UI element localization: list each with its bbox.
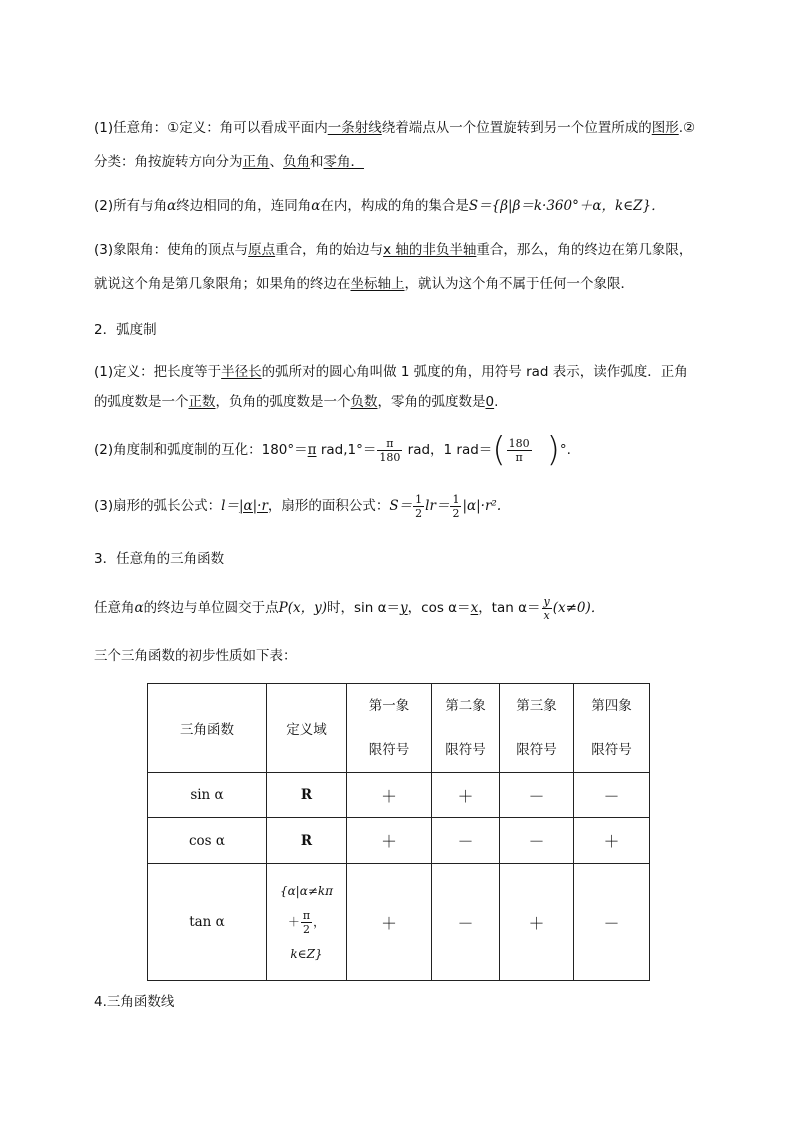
cell-sign: － [574, 773, 650, 818]
formula: S＝{β|β＝k·360°＋α，k∈Z}． [468, 198, 665, 214]
text: ，就认为这个角不属于任何一个象限． [404, 276, 634, 292]
para-sector-formulas [94, 490, 501, 522]
header-text: 限符号 [591, 742, 632, 758]
denominator: π [515, 450, 523, 464]
cell-domain: R [267, 773, 347, 818]
fraction-half [413, 493, 424, 520]
text: 、 [269, 154, 283, 170]
numerator: y [543, 594, 550, 608]
formula: l＝ [221, 498, 239, 514]
table-row-cos [148, 818, 650, 864]
formula: lr＝ [425, 498, 450, 514]
blank-answer: x [470, 600, 479, 616]
text: ，cos α＝ [407, 600, 471, 616]
text: 分类：角按旋转方向分为 [94, 154, 243, 170]
cell-func: sin α [148, 773, 267, 818]
text: (3)扇形的弧长公式： [94, 498, 222, 514]
text: . [494, 394, 499, 410]
para-trig-definition [94, 592, 604, 624]
text: 重合，那么，角的终边在第几象限， [476, 242, 693, 258]
alpha: α [167, 198, 177, 214]
text: rad,1°＝ [320, 442, 377, 458]
alpha: α [134, 600, 144, 616]
text: 时，sin α＝ [326, 600, 401, 616]
formula: (x≠0)． [552, 600, 605, 616]
header-text: 第四象 [591, 698, 632, 714]
text: .② [678, 120, 696, 136]
blank-answer: 负数 [350, 394, 378, 410]
blank-answer: x 轴的非负半轴 [383, 242, 477, 258]
blank-answer: 坐标轴上 [350, 276, 405, 292]
text: ，零角的弧度数是 [377, 394, 486, 410]
header-text: 限符号 [445, 742, 486, 758]
denominator: 180 [379, 450, 401, 464]
para-arbitrary-angle-line1 [94, 118, 695, 138]
cell-func: cos α [148, 818, 267, 864]
numerator: π [302, 908, 311, 922]
text: 的终边与单位圆交于点 [143, 600, 279, 616]
cell-func: tan α [148, 864, 267, 981]
table-row-sin [148, 773, 650, 818]
header-q4 [574, 684, 650, 773]
numerator: 180 [508, 436, 530, 450]
header-text: 第一象 [368, 698, 410, 714]
domain-line [267, 909, 346, 936]
blank-answer: 半径长 [221, 364, 262, 380]
formula: S＝ [389, 498, 413, 514]
text: 就说这个角是第几象限角；如果角的终边在 [94, 276, 351, 292]
para-quadrant-angle-line1 [94, 240, 692, 260]
point: P(x，y) [278, 600, 327, 616]
fraction-y-over-x [542, 595, 552, 622]
table-row-tan [148, 864, 650, 981]
table-intro: 三个三角函数的初步性质如下表： [94, 648, 297, 664]
cell-sign: ＋ [574, 818, 650, 864]
blank-answer: π [307, 442, 317, 458]
fraction-180-over-pi [507, 437, 532, 464]
para-conversion [94, 432, 571, 468]
domain-line: k∈Z} [290, 946, 323, 961]
text: (1)定义：把长度等于 [94, 364, 222, 380]
header-text: 限符号 [516, 742, 557, 758]
cell-domain: R [267, 818, 347, 864]
trig-sign-table [147, 683, 650, 981]
blank-answer: |α|·r [238, 498, 268, 514]
blank-answer: 零角． [323, 154, 364, 170]
text: 的弧所对的圆心角叫做 1 弧度的角，用符号 rad 表示，读作弧度．正角 [261, 364, 688, 380]
header-function: 三角函数 [148, 684, 267, 773]
cell-sign: ＋ [347, 773, 432, 818]
cell-sign: ＋ [347, 864, 432, 981]
blank-answer: 0 [485, 394, 495, 410]
cell-sign: － [432, 818, 500, 864]
cell-sign: ＋ [500, 864, 574, 981]
table-header-row [148, 684, 650, 773]
right-paren-icon: ) [546, 430, 560, 470]
denominator: 2 [415, 506, 423, 520]
text: 绕着端点从一个位置旋转到另一个位置所成的 [381, 120, 652, 136]
text: (1)任意角：①定义：角可以看成平面内 [94, 120, 328, 136]
header-q1 [347, 684, 432, 773]
para-coterminal [94, 196, 665, 216]
numerator: 1 [415, 492, 423, 506]
text: (3)象限角：使角的顶点与 [94, 242, 249, 258]
para-arbitrary-angle-line2 [94, 152, 364, 172]
text: rad，1 rad＝ [407, 442, 493, 458]
fraction-pi-over-2 [301, 909, 312, 936]
header-text: 第二象 [445, 698, 486, 714]
numerator: 1 [452, 492, 460, 506]
fraction-half [450, 493, 461, 520]
cell-sign: ＋ [347, 818, 432, 864]
fraction-pi-over-180 [377, 437, 402, 464]
header-text: 第三象 [516, 698, 557, 714]
header-domain: 定义域 [267, 684, 347, 773]
denominator: 2 [302, 922, 310, 936]
para-radian-def-line1 [94, 362, 688, 382]
blank-answer: 图形 [651, 120, 679, 136]
blank-answer: 正数 [188, 394, 216, 410]
blank-answer: 正角 [242, 154, 270, 170]
text: 在内，构成的角的集合是 [320, 198, 469, 214]
alpha: α [311, 198, 321, 214]
text: 重合，角的始边与 [275, 242, 384, 258]
text: 和 [310, 154, 324, 170]
formula: |α|·r². [462, 498, 502, 514]
text: 的弧度数是一个 [94, 394, 189, 410]
header-q3 [500, 684, 574, 773]
cell-domain [267, 864, 347, 981]
section-heading-trig-functions: 3．任意角的三角函数 [94, 551, 225, 567]
text: 任意角 [94, 600, 135, 616]
numerator: π [377, 437, 402, 451]
text: (2)角度制和弧度制的互化：180°＝ [94, 442, 308, 458]
section-heading-trig-lines: 4.三角函数线 [94, 994, 175, 1010]
text: (2)所有与角 [94, 198, 168, 214]
cell-sign: ＋ [432, 773, 500, 818]
header-text: 限符号 [368, 742, 410, 758]
cell-sign: － [500, 773, 574, 818]
cell-sign: － [432, 864, 500, 981]
text: ，tan α＝ [478, 600, 541, 616]
text: ， [313, 914, 326, 929]
denominator: x [543, 608, 550, 622]
text: ，负角的弧度数是一个 [215, 394, 351, 410]
blank-answer: 原点 [248, 242, 276, 258]
denominator: 2 [452, 506, 460, 520]
blank-answer: 一条射线 [327, 120, 382, 136]
text: °. [559, 442, 571, 458]
text: ＋ [287, 914, 300, 929]
blank-answer: 负角 [283, 154, 310, 170]
para-quadrant-angle-line2 [94, 274, 634, 294]
left-paren-icon: ( [492, 430, 506, 470]
para-radian-def-line2 [94, 392, 498, 412]
section-heading-radian: 2．弧度制 [94, 322, 157, 338]
header-q2 [432, 684, 500, 773]
cell-sign: － [574, 864, 650, 981]
domain-line: {α|α≠kπ [279, 883, 334, 898]
text: ，扇形的面积公式： [267, 498, 390, 514]
blank-answer: y [400, 600, 408, 616]
cell-sign: － [500, 818, 574, 864]
text: 终边相同的角，连同角 [176, 198, 312, 214]
